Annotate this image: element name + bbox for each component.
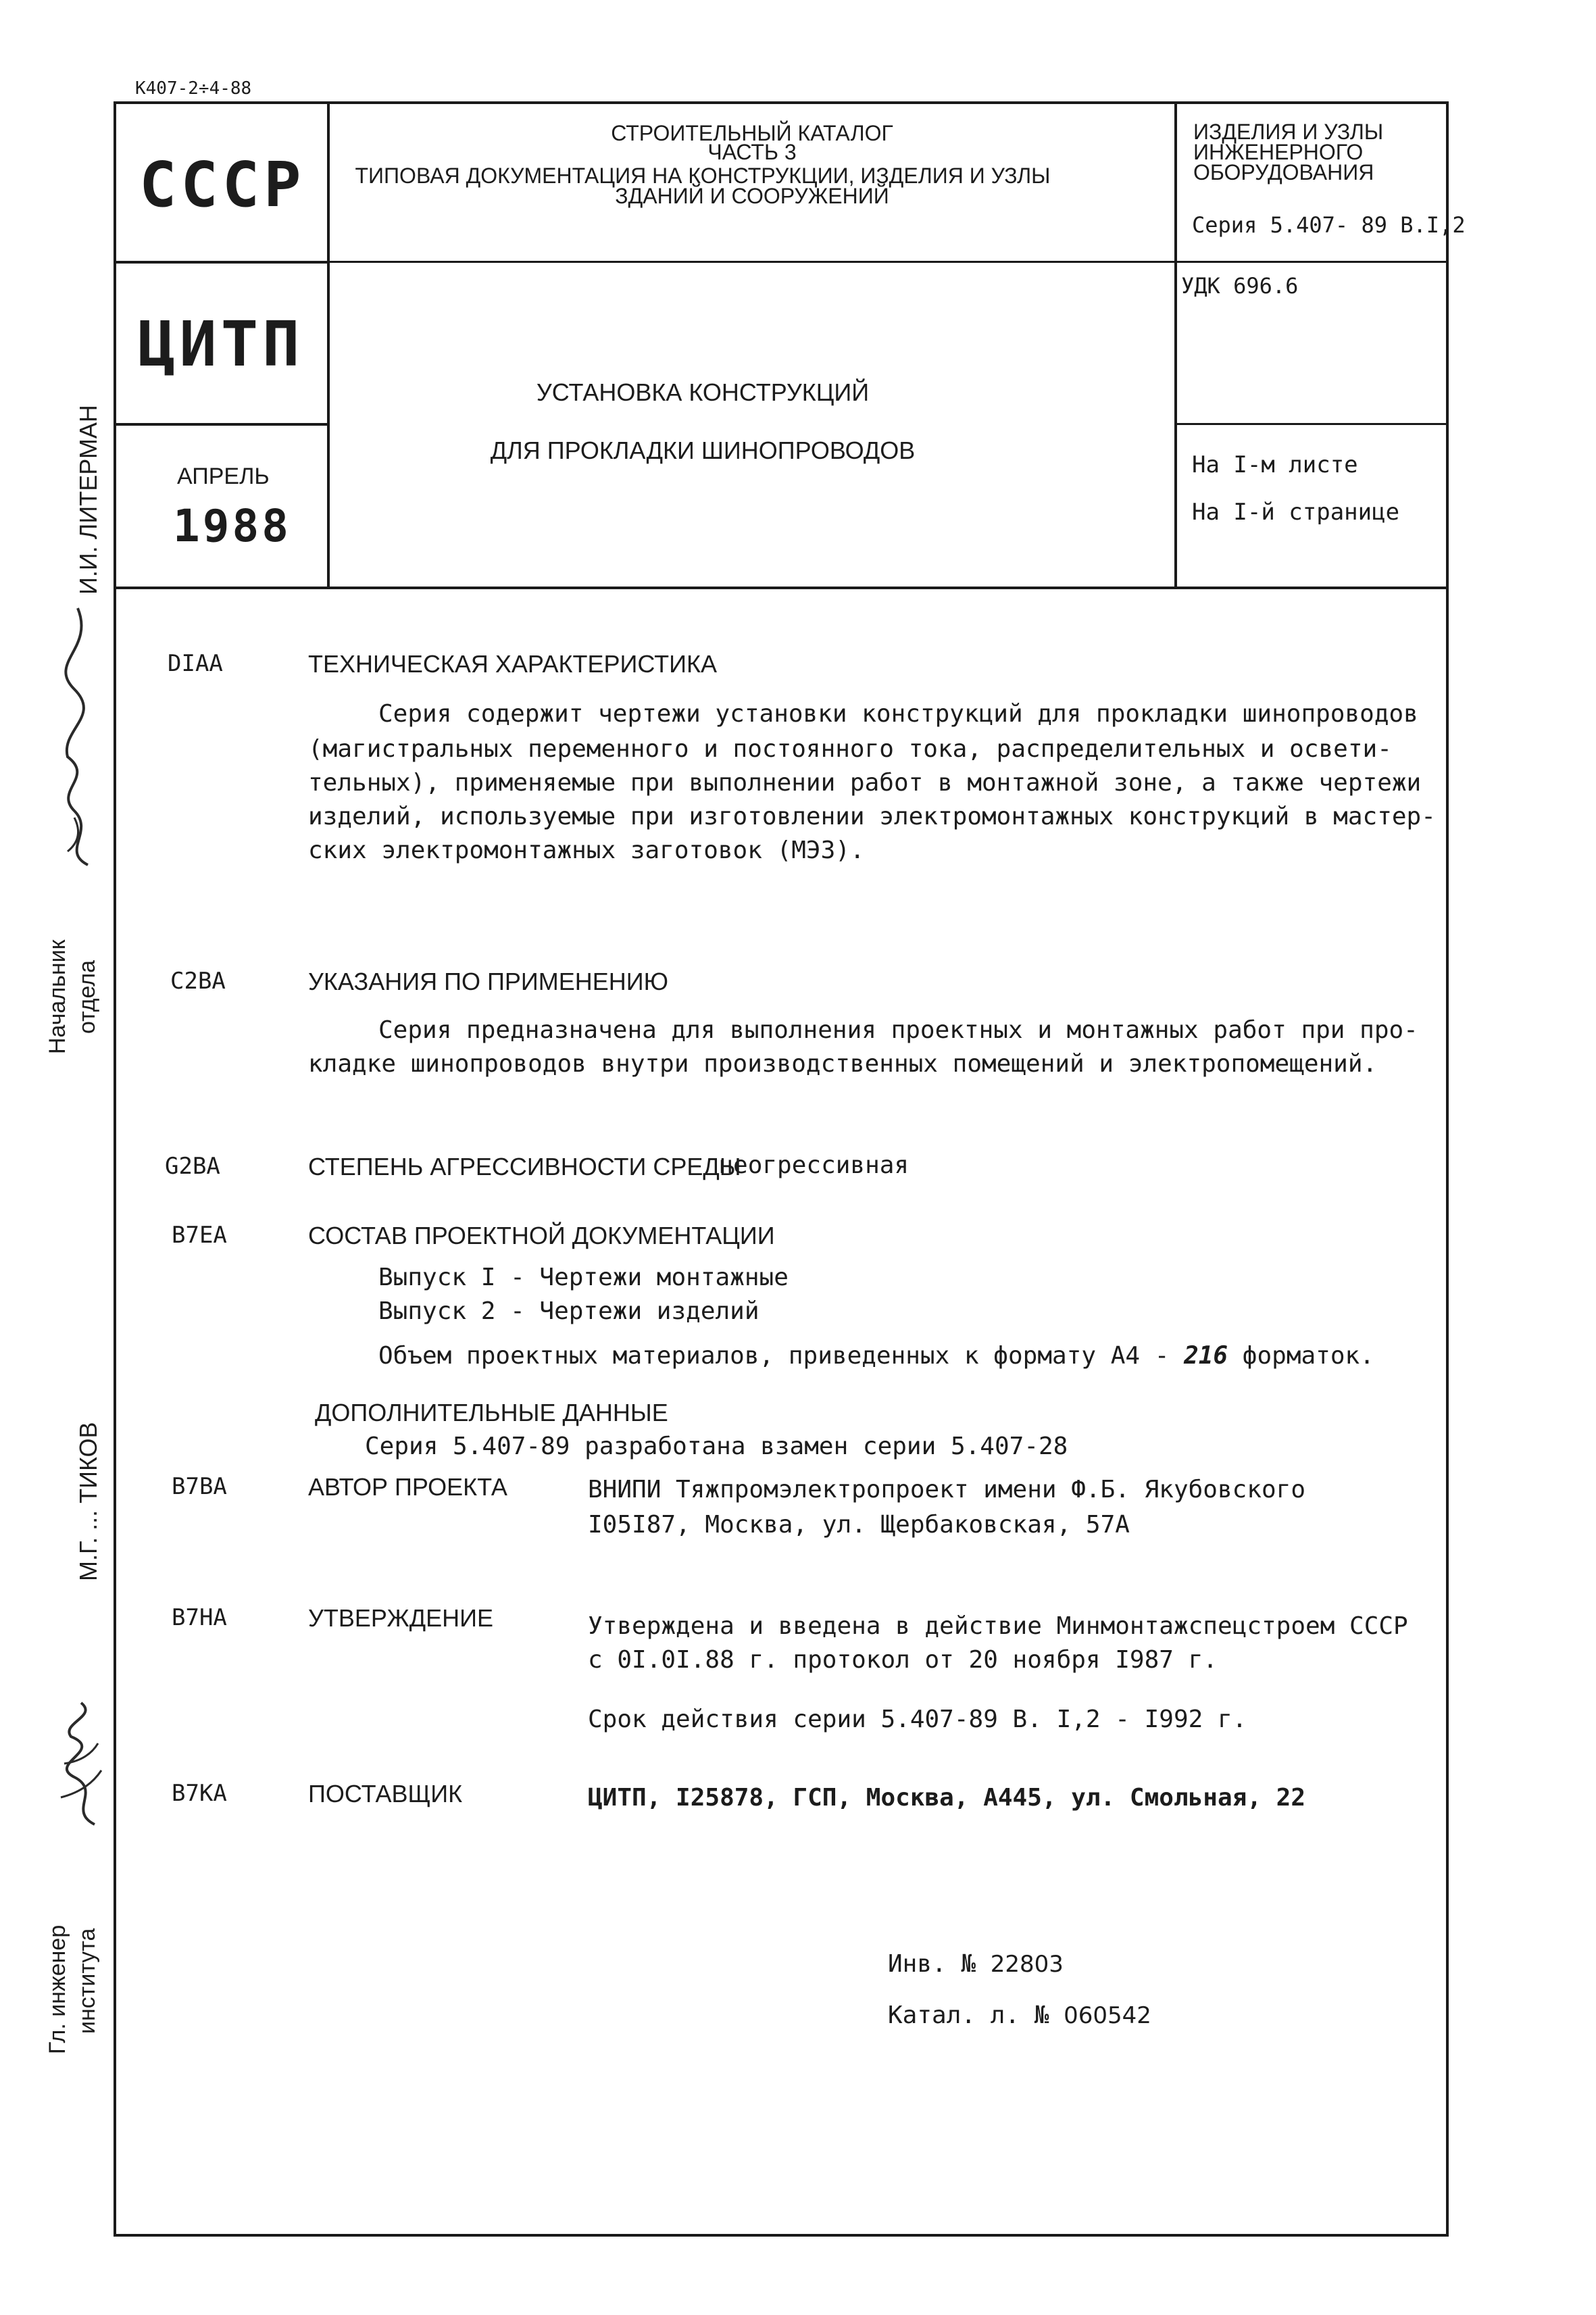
signature-2 — [41, 1696, 115, 1831]
paragraph-line: ЦИТП, I25878, ГСП, Москва, А445, ул. Смольная, 22 — [588, 1784, 1306, 1812]
section-code: C2ВА — [170, 968, 226, 995]
section-title: СОСТАВ ПРОЕКТНОЙ ДОКУМЕНТАЦИИ — [308, 1222, 775, 1249]
approver-name-2: М.Г. ... ТИКОВ — [74, 1422, 102, 1581]
volume-count: 216 — [1184, 1342, 1228, 1370]
issue-month: АПРЕЛЬ — [177, 464, 270, 489]
section-title: ТЕХНИЧЕСКАЯ ХАРАКТЕРИСТИКА — [308, 650, 718, 678]
section-name-1: ИЗДЕЛИЯ И УЗЛЫ — [1193, 120, 1384, 144]
document-code: К407-2÷4-88 — [135, 78, 252, 99]
document-title-2: ДЛЯ ПРОКЛАДКИ ШИНОПРОВОДОВ — [490, 437, 916, 464]
inventory-number — [888, 1947, 1064, 1981]
org-citp: ЦИТП — [138, 308, 304, 380]
section-title: АВТОР ПРОЕКТА — [308, 1473, 507, 1501]
page-count: На I-й странице — [1192, 499, 1400, 526]
section-title: УТВЕРЖДЕНИЕ — [308, 1604, 494, 1632]
section-title: ПОСТАВЩИК — [308, 1780, 463, 1808]
section-code: В7ЕА — [172, 1222, 227, 1249]
catalog-part: ЧАСТЬ 3 — [707, 140, 797, 164]
paragraph-line: с 0I.0I.88 г. протокол от 20 ноября I987 г. — [588, 1646, 1218, 1674]
section-code: В7НА — [172, 1604, 227, 1631]
section-code: В7ВА — [172, 1473, 227, 1500]
series-number: Серия 5.407- 89 В.I,2 — [1192, 212, 1466, 238]
paragraph-line: Серия содержит чертежи установки конструкций для прокладки шинопроводов — [378, 700, 1418, 728]
left-cell-rule-1 — [114, 261, 328, 264]
issue-line: Выпуск 2 - Чертежи изделий — [378, 1297, 759, 1325]
frame-top — [114, 101, 1449, 104]
issue-year: 1988 — [173, 500, 291, 552]
catalog-subtitle-2: ЗДАНИЙ И СООРУЖЕНИЙ — [615, 184, 889, 208]
section-code: DIAA — [168, 650, 223, 677]
paragraph-line: Серия предназначена для выполнения проектных и монтажных работ при про- — [378, 1016, 1418, 1044]
paragraph-line: ских электромонтажных заготовок (МЭЗ). — [308, 837, 865, 864]
section-value: - неогрессивная — [689, 1151, 909, 1179]
volume-text: Объем проектных материалов, приведенных к формату А4 - — [378, 1342, 1170, 1370]
section-code: В7КА — [172, 1780, 227, 1807]
frame-left — [114, 101, 116, 2237]
paragraph-line: I05I87, Москва, ул. Щербаковская, 57А — [588, 1511, 1130, 1539]
paragraph-line: Утверждена и введена в действие Минмонтажспецстроем СССР — [588, 1612, 1408, 1640]
catalog-title: СТРОИТЕЛЬНЫЙ КАТАЛОГ — [611, 121, 893, 145]
role-1-line-2: отдела — [74, 960, 100, 1034]
right-cell-rule — [1174, 423, 1447, 425]
udk-code: УДК 696.6 — [1181, 273, 1299, 299]
role-2-line-1: Гл. инженер — [45, 1924, 70, 2054]
header-divider-1 — [327, 101, 330, 588]
inventory-value: 22803 — [990, 1951, 1064, 1978]
mid-cell-rule — [327, 261, 1447, 263]
section-code: G2ВА — [165, 1153, 220, 1180]
paragraph-line: Срок действия серии 5.407-89 В. I,2 - I992 г. — [588, 1706, 1247, 1733]
volume-unit: форматок. — [1242, 1342, 1374, 1370]
inventory-label: Инв. № — [888, 1950, 976, 1978]
section-title: УКАЗАНИЯ ПО ПРИМЕНЕНИЮ — [308, 968, 668, 995]
approver-name-1: И.И. ЛИТЕРМАН — [74, 405, 102, 595]
role-1-line-1: Начальник — [45, 939, 70, 1054]
volume-line — [378, 1339, 1374, 1373]
org-ussr: СССР — [139, 149, 305, 221]
sheet-count: На I-м листе — [1192, 451, 1358, 478]
issue-line: Выпуск I - Чертежи монтажные — [378, 1264, 789, 1291]
catalog-sheet-label: Катал. л. № — [888, 2001, 1049, 2029]
header-bottom-rule — [114, 587, 1449, 589]
paragraph-line: тельных), применяемые при выполнении работ в монтажной зоне, а также чертежи — [308, 769, 1422, 797]
section-name-3: ОБОРУДОВАНИЯ — [1193, 160, 1374, 184]
section-title: СТЕПЕНЬ АГРЕССИВНОСТИ СРЕДЫ — [308, 1153, 741, 1180]
section-name-2: ИНЖЕНЕРНОГО — [1193, 140, 1364, 164]
catalog-sheet-value: 060542 — [1064, 2002, 1151, 2029]
document-title-1: УСТАНОВКА КОНСТРУКЦИЙ — [536, 378, 870, 406]
catalog-subtitle-1: ТИПОВАЯ ДОКУМЕНТАЦИЯ НА КОНСТРУКЦИИ, ИЗДЕЛИЯ И УЗЛЫ — [355, 164, 1051, 188]
section-title: ДОПОЛНИТЕЛЬНЫЕ ДАННЫЕ — [315, 1399, 668, 1426]
header-divider-2 — [1174, 101, 1177, 588]
frame-bottom — [114, 2234, 1449, 2237]
paragraph-line: ВНИПИ Тяжпромэлектропроект имени Ф.Б. Якубовского — [588, 1476, 1306, 1503]
role-2-line-2: института — [74, 1928, 100, 2034]
signature-1 — [47, 595, 108, 878]
left-cell-rule-2 — [114, 423, 328, 426]
paragraph-line: кладке шинопроводов внутри производственных помещений и электропомещений. — [308, 1050, 1378, 1078]
paragraph-line: Серия 5.407-89 разработана взамен серии 5.407-28 — [365, 1433, 1068, 1460]
frame-right — [1446, 101, 1449, 2237]
paragraph-line: изделий, используемые при изготовлении электромонтажных конструкций в мастер- — [308, 803, 1436, 830]
paragraph-line: (магистральных переменного и постоянного тока, распределительных и освети- — [308, 735, 1392, 763]
catalog-sheet-number — [888, 1999, 1151, 2033]
